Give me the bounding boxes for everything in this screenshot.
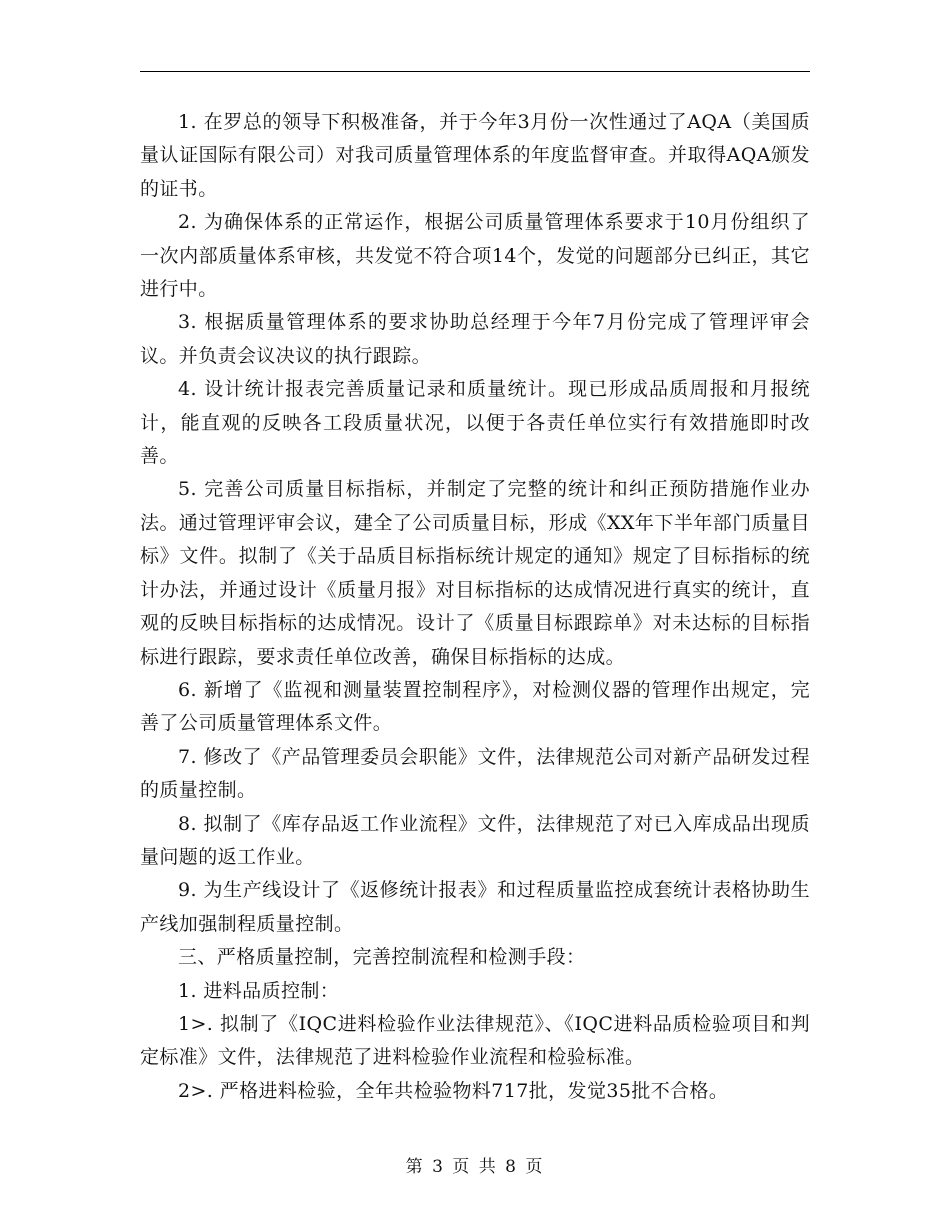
paragraph-9: 9. 为生产线设计了《返修统计报表》和过程质量监控成套统计表格协助生产线加强制程质量控制。: [140, 879, 810, 935]
document-body: [140, 106, 810, 1108]
paragraph-7: 7. 修改了《产品管理委员会职能》文件，法律规范公司对新产品研发过程的质量控制。: [140, 745, 810, 802]
page-number: 第 3 页 共 8 页: [405, 1157, 545, 1177]
paragraph-6: 6. 新增了《监视和测量装置控制程序》，对检测仪器的管理作出规定，完善了公司质量管理体系文件。: [140, 678, 810, 735]
paragraph-5: 5. 完善公司质量目标指标，并制定了完整的统计和纠正预防措施作业办法。通过管理评审会议，建全了公司质量目标，形成《XX年下半年部门质量目标》文件。拟制了《关于品质目标指标统计规定的通知》规定了目标指标的统计办法，并通过设计《质量月报》对目标指标的达成情况进行真实的统计，直观的反映目标指标的达成情况。设计了《质量目标跟踪单》对未达标的目标指标进行跟踪，要求责任单位改善，确保目标指标的达成。: [140, 478, 810, 668]
subheading-incoming-quality: 1. 进料品质控制：: [178, 979, 340, 1002]
header-rule: [140, 71, 810, 72]
paragraph-3: 3. 根据质量管理体系的要求协助总经理于今年7月份完成了管理评审会议。并负责会议决议的执行跟踪。: [140, 311, 810, 367]
paragraph-2: 2. 为确保体系的正常运作，根据公司质量管理体系要求于10月份组织了一次内部质量体系审核，共发觉不符合项14个，发觉的问题部分已纠正，其它进行中。: [140, 211, 810, 301]
paragraph-iqc-1: 1>. 拟制了《IQC进料检验作业法律规范》、《IQC进料品质检验项目和判定标准》文件，法律规范了进料检验作业流程和检验标准。: [140, 1012, 810, 1069]
paragraph-iqc-2: 2>. 严格进料检验，全年共检验物料717批，发觉35批不合格。: [178, 1079, 729, 1102]
paragraph-8: 8. 拟制了《库存品返工作业流程》文件，法律规范了对已入库成品出现质量问题的返工作业。: [140, 812, 810, 868]
section-heading-3: 三、严格质量控制，完善控制流程和检测手段：: [178, 946, 586, 969]
paragraph-1: 1. 在罗总的领导下积极准备，并于今年3月份一次性通过了AQA（美国质量认证国际有限公司）对我司质量管理体系的年度监督审查。并取得AQA颁发的证书。: [140, 111, 810, 200]
paragraph-4: 4. 设计统计报表完善质量记录和质量统计。现已形成品质周报和月报统计，能直观的反映各工段质量状况，以便于各责任单位实行有效措施即时改善。: [140, 378, 810, 468]
